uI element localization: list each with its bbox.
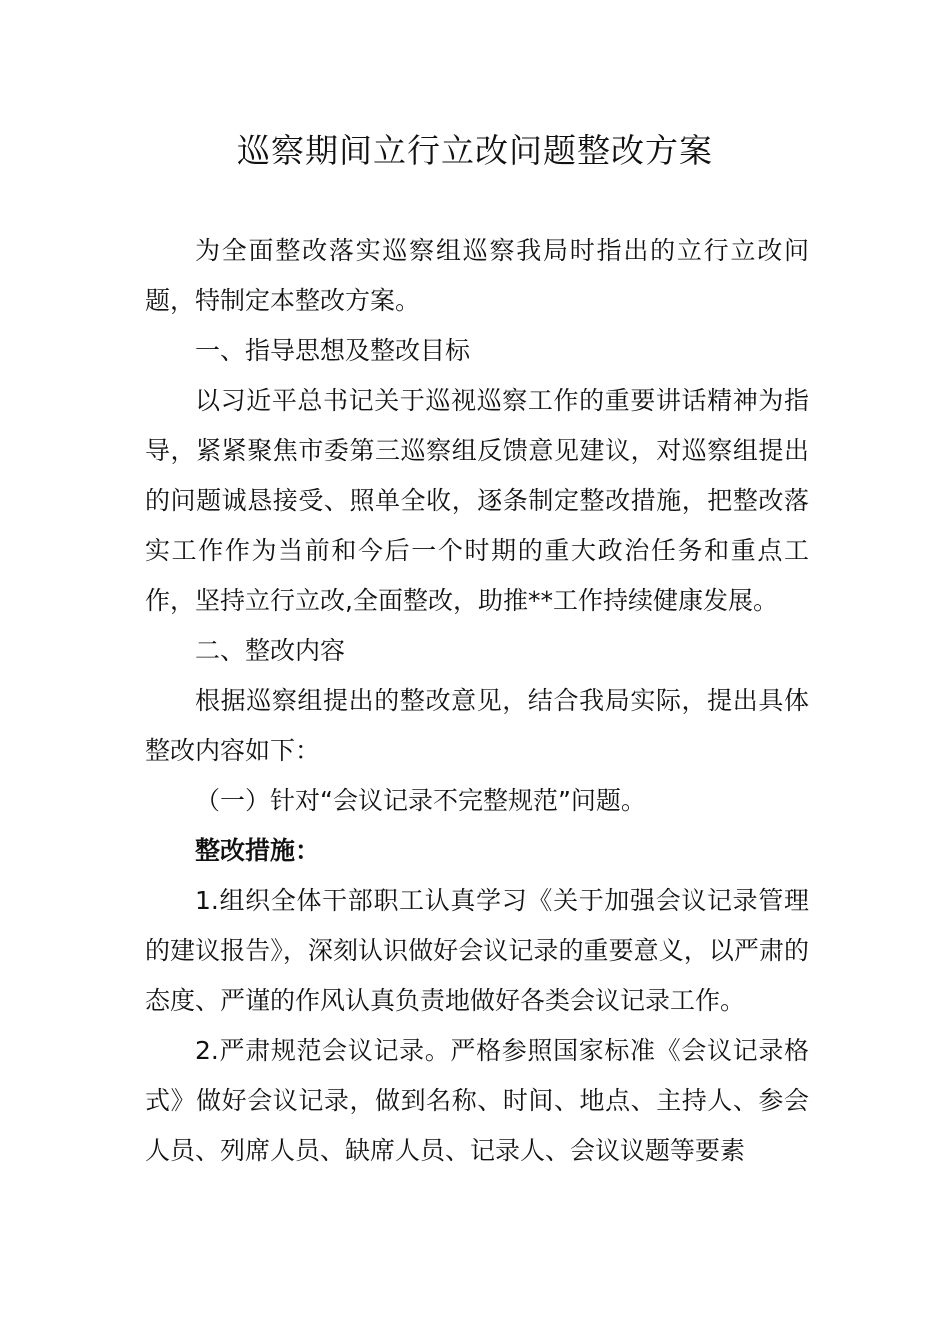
guiding-ideology-paragraph: 以习近平总书记关于巡视巡察工作的重要讲话精神为指导，紧紧聚焦市委第三巡察组反馈意见建议，对巡察组提出的问题诚恳接受、照单全收，逐条制定整改措施，把整改落实工作作为当前和今后一个时期的重大政治任务和重点工作，坚持立行立改,全面整改，助推**工作持续健康发展。	[145, 386, 809, 615]
section-heading-content: 二、整改内容	[195, 636, 346, 665]
measure-item-1: 1.组织全体干部职工认真学习《关于加强会议记录管理的建议报告》，深刻认识做好会议记录的重要意义，以严肃的态度、严谨的作风认真负责地做好各类会议记录工作。	[145, 886, 809, 1015]
measure-item-2: 2.严肃规范会议记录。严格参照国家标准《会议记录格式》做好会议记录，做到名称、时间、地点、主持人、参会人员、列席人员、缺席人员、记录人、会议议题等要素	[145, 1036, 809, 1165]
subsection-heading-meeting-records: （一）针对“会议记录不完整规范”问题。	[195, 786, 646, 815]
measures-label: 整改措施：	[195, 836, 321, 865]
content-intro-paragraph: 根据巡察组提出的整改意见，结合我局实际，提出具体整改内容如下：	[145, 686, 809, 765]
section-heading-guiding-ideology: 一、指导思想及整改目标	[195, 336, 471, 365]
document-body	[145, 226, 809, 1176]
intro-paragraph: 为全面整改落实巡察组巡察我局时指出的立行立改问题，特制定本整改方案。	[145, 236, 809, 315]
document-title: 巡察期间立行立改问题整改方案	[237, 131, 713, 170]
